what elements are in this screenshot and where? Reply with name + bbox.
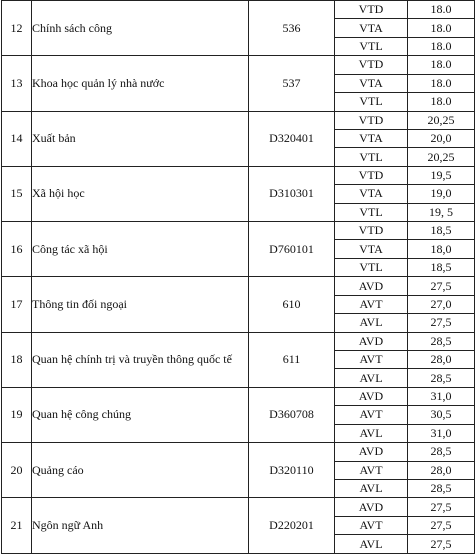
- table-row: [2, 387, 475, 405]
- table-body: [2, 1, 475, 554]
- table-row: [2, 56, 475, 74]
- subject-combo: AVT: [335, 406, 408, 424]
- program-code: D320401: [249, 111, 335, 166]
- program-name: Chính sách công: [32, 1, 249, 56]
- row-number: 19: [2, 387, 32, 442]
- program-name: Quan hệ chính trị và truyền thông quốc tế: [32, 332, 249, 387]
- subject-combo: AVD: [335, 498, 408, 516]
- program-code: 610: [249, 277, 335, 332]
- row-number: 14: [2, 111, 32, 166]
- admission-score-table: [1, 0, 475, 554]
- table-row: [2, 222, 475, 240]
- program-name: Thông tin đối ngoại: [32, 277, 249, 332]
- row-number: 21: [2, 498, 32, 554]
- cutoff-score: 27,5: [408, 516, 475, 534]
- program-code: D360708: [249, 387, 335, 442]
- subject-combo: AVD: [335, 387, 408, 405]
- cutoff-score: 18,0: [408, 240, 475, 258]
- subject-combo: AVL: [335, 479, 408, 497]
- table-row: [2, 111, 475, 129]
- subject-combo: VTL: [335, 203, 408, 221]
- table-row: [2, 277, 475, 295]
- subject-combo: VTD: [335, 166, 408, 184]
- subject-combo: VTD: [335, 111, 408, 129]
- row-number: 16: [2, 222, 32, 277]
- cutoff-score: 30,5: [408, 406, 475, 424]
- cutoff-score: 18,5: [408, 222, 475, 240]
- cutoff-score: 28,5: [408, 332, 475, 350]
- cutoff-score: 31,0: [408, 424, 475, 442]
- subject-combo: AVL: [335, 424, 408, 442]
- subject-combo: VTD: [335, 222, 408, 240]
- cutoff-score: 27,5: [408, 277, 475, 295]
- row-number: 15: [2, 166, 32, 221]
- program-code: D760101: [249, 222, 335, 277]
- program-code: 536: [249, 1, 335, 56]
- program-name: Khoa học quản lý nhà nước: [32, 56, 249, 111]
- subject-combo: AVD: [335, 443, 408, 461]
- cutoff-score: 18.0: [408, 74, 475, 92]
- subject-combo: VTA: [335, 129, 408, 147]
- table-row: [2, 166, 475, 184]
- subject-combo: AVD: [335, 332, 408, 350]
- cutoff-score: 28,5: [408, 369, 475, 387]
- cutoff-score: 20,0: [408, 129, 475, 147]
- cutoff-score: 19,5: [408, 166, 475, 184]
- subject-combo: VTD: [335, 56, 408, 74]
- cutoff-score: 28,5: [408, 443, 475, 461]
- table-row: [2, 332, 475, 350]
- cutoff-score: 31,0: [408, 387, 475, 405]
- subject-combo: VTL: [335, 258, 408, 276]
- subject-combo: AVD: [335, 277, 408, 295]
- subject-combo: AVT: [335, 461, 408, 479]
- cutoff-score: 28,0: [408, 351, 475, 369]
- row-number: 18: [2, 332, 32, 387]
- row-number: 20: [2, 443, 32, 498]
- cutoff-score: 27,5: [408, 498, 475, 516]
- program-code: D220201: [249, 498, 335, 554]
- cutoff-score: 20,25: [408, 148, 475, 166]
- program-name: Ngôn ngữ Anh: [32, 498, 249, 554]
- program-name: Quảng cáo: [32, 443, 249, 498]
- program-name: Xuất bản: [32, 111, 249, 166]
- row-number: 12: [2, 1, 32, 56]
- subject-combo: AVT: [335, 351, 408, 369]
- cutoff-score: 18.0: [408, 93, 475, 111]
- cutoff-score: 28,0: [408, 461, 475, 479]
- program-code: 537: [249, 56, 335, 111]
- program-name: Xã hội học: [32, 166, 249, 221]
- cutoff-score: 20,25: [408, 111, 475, 129]
- cutoff-score: 27,5: [408, 314, 475, 332]
- row-number: 17: [2, 277, 32, 332]
- cutoff-score: 18.0: [408, 37, 475, 55]
- subject-combo: VTA: [335, 74, 408, 92]
- program-code: 611: [249, 332, 335, 387]
- subject-combo: VTL: [335, 37, 408, 55]
- subject-combo: VTA: [335, 185, 408, 203]
- cutoff-score: 19, 5: [408, 203, 475, 221]
- subject-combo: VTA: [335, 240, 408, 258]
- subject-combo: AVL: [335, 535, 408, 554]
- subject-combo: VTL: [335, 148, 408, 166]
- subject-combo: AVT: [335, 295, 408, 313]
- program-code: D320110: [249, 443, 335, 498]
- subject-combo: VTD: [335, 1, 408, 19]
- cutoff-score: 18,5: [408, 258, 475, 276]
- cutoff-score: 19,0: [408, 185, 475, 203]
- table-row: [2, 498, 475, 516]
- program-name: Công tác xã hội: [32, 222, 249, 277]
- cutoff-score: 18.0: [408, 1, 475, 19]
- table-row: [2, 443, 475, 461]
- program-name: Quan hệ công chúng: [32, 387, 249, 442]
- cutoff-score: 18.0: [408, 56, 475, 74]
- cutoff-score: 27,5: [408, 535, 475, 554]
- program-code: D310301: [249, 166, 335, 221]
- subject-combo: AVT: [335, 516, 408, 534]
- subject-combo: AVL: [335, 314, 408, 332]
- cutoff-score: 27,0: [408, 295, 475, 313]
- cutoff-score: 28,5: [408, 479, 475, 497]
- cutoff-score: 18.0: [408, 19, 475, 37]
- subject-combo: VTL: [335, 93, 408, 111]
- subject-combo: AVL: [335, 369, 408, 387]
- subject-combo: VTA: [335, 19, 408, 37]
- table-row: [2, 1, 475, 19]
- row-number: 13: [2, 56, 32, 111]
